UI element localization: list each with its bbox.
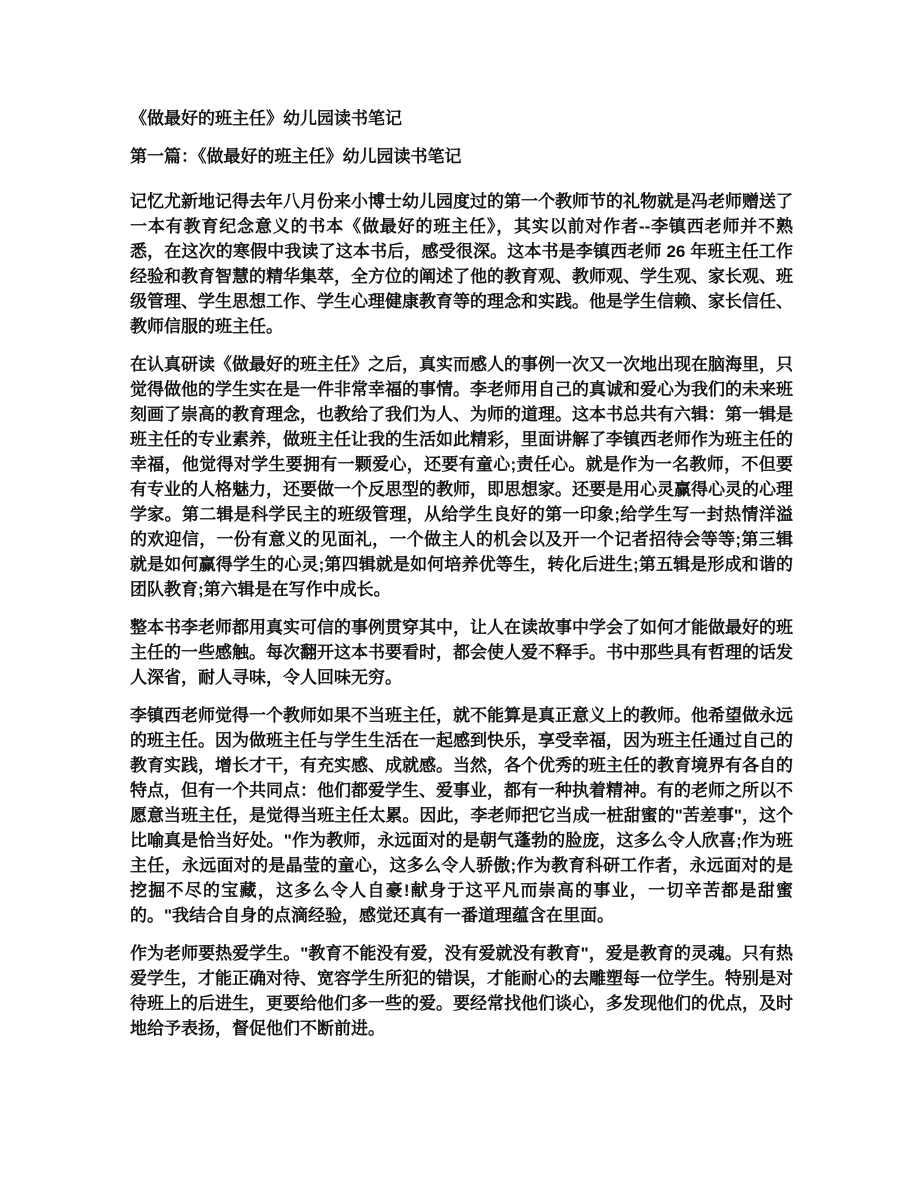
paragraph-love-students: 作为老师要热爱学生。"教育不能没有爱，没有爱就没有教育"，爱是教育的灵魂。只有热爱学生，才能正确对待、宽容学生所犯的错误，才能耐心的去雕塑每一位学生。特别是对待班上的后进生，更要给他们多一些的爱。要经常找他们谈心，多发现他们的优点，及时地给予表扬，督促他们不断前进。 [130, 944, 793, 1038]
paragraph-six-volumes: 在认真研读《做最好的班主任》之后，真实而感人的事例一次又一次地出现在脑海里，只觉得做他的学生实在是一件非常幸福的事情。李老师用自己的真诚和爱心为我们的未来班刻画了崇高的教育理念，也教给了我们为人、为师的道理。这本书总共有六辑：第一辑是班主任的专业素养，做班主任让我的生活如此精彩，里面讲解了李镇西老师作为班主任的幸福，他觉得对学生要拥有一颗爱心，还要有童心;责任心。就是作为一名教师，不但要有专业的人格魅力，还要做一个反思型的教师，即思想家。还要是用心灵赢得心灵的心理学家。第二辑是科学民主的班级管理，从给学生良好的第一印象;给学生写一封热情洋溢的欢迎信，一份有意义的见面礼，一个做主人的机会以及开一个记者招待会等等;第三辑就是如何赢得学生的心灵;第四辑就是如何培养优等生，转化后进生;第五辑是形成和谐的团队教育;第六辑是在写作中成长。 [130, 355, 793, 599]
paragraph-li-zhenxi-view: 李镇西老师觉得一个教师如果不当班主任，就不能算是真正意义上的教师。他希望做永远的班主任。因为做班主任与学生生活在一起感到快乐，享受幸福，因为班主任通过自己的教育实践，增长才干，有充实感、成就感。当然，各个优秀的班主任的教育境界有各自的特点，但有一个共同点：他们都爱学生、爱事业，都有一种执着精神。有的老师之所以不愿意当班主任，是觉得当班主任太累。因此，李老师把它当成一桩甜蜜的"苦差事"，这个比喻真是恰当好处。"作为教师，永远面对的是朝气蓬勃的脸庞，这多么令人欣喜;作为班主任，永远面对的是晶莹的童心，这多么令人骄傲;作为教育科研工作者，永远面对的是挖掘不尽的宝藏，这多么令人自豪!献身于这平凡而崇高的事业，一切辛苦都是甜蜜的。"我结合自身的点滴经验，感觉还真有一番道理蕴含在里面。 [130, 706, 793, 925]
paragraph-intro-book-gift: 记忆尤新地记得去年八月份来小博士幼儿园度过的第一个教师节的礼物就是冯老师赠送了一本有教育纪念意义的书本《做最好的班主任》，其实以前对作者--李镇西老师并不熟悉，在这次的寒假中我读了这本书后，感受很深。这本书是李镇西老师 26 年班主任工作经验和教育智慧的精华集萃，全方位的阐述了他的教育观、教师观、学生观、家长观、班级管理、学生思想工作、学生心理健康教育等的理念和实践。他是学生信赖、家长信任、教师信服的班主任。 [130, 192, 793, 336]
document-subtitle: 第一篇：《做最好的班主任》幼儿园读书笔记 [130, 147, 462, 166]
paragraph-reading-feeling: 整本书李老师都用真实可信的事例贯穿其中，让人在读故事中学会了如何才能做最好的班主任的一些感触。每次翻开这本书要看时，都会使人爱不释手。书中那些具有哲理的话发人深省，耐人寻味，令人回味无穷。 [130, 618, 793, 687]
document-title: 《做最好的班主任》幼儿园读书笔记 [130, 109, 402, 128]
